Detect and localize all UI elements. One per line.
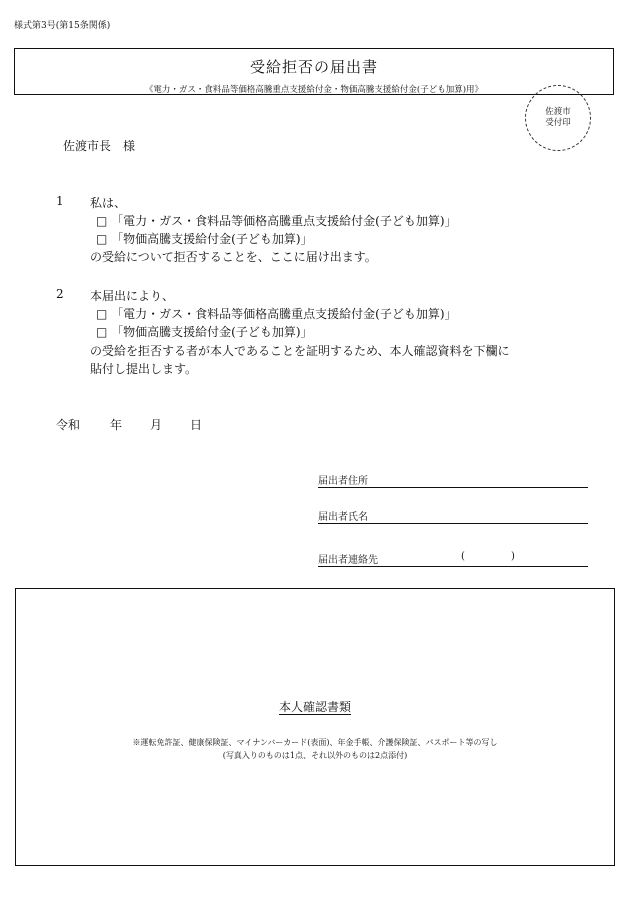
section1-statement: の受給について拒否することを、ここに届け出ます。 — [90, 250, 377, 264]
addressee: 佐渡市長 様 — [63, 139, 136, 153]
section2-option-electricity[interactable]: □ 「電力・ガス・食料品等価格高騰重点支援給付金(子ども加算)」 — [96, 307, 457, 321]
section1-option-price-support[interactable]: □ 「物価高騰支援給付金(子ども加算)」 — [96, 232, 313, 246]
applicant-name-field[interactable] — [318, 508, 588, 524]
id-document-attachment-area[interactable] — [15, 588, 615, 866]
contact-paren-close: ) — [511, 551, 515, 562]
page-subtitle: 《電力・ガス・食料品等価格高騰重点支援給付金・物価高騰支援給付金(子ども加算)用》 — [144, 85, 484, 95]
date-year: 年 — [110, 418, 123, 432]
stamp-line-1: 佐渡市 — [545, 106, 571, 117]
applicant-address-field[interactable] — [318, 472, 588, 488]
id-docs-note-1: ※運転免許証、健康保険証、マイナンバーカード(表面)、年金手帳、介護保険証、パスポート等の写し — [132, 738, 498, 747]
page-title: 受給拒否の届出書 — [249, 58, 378, 76]
applicant-name-label: 届出者氏名 — [318, 512, 368, 523]
stamp-line-2: 受付印 — [545, 118, 571, 128]
form-number: 様式第3号(第15条関係) — [14, 21, 111, 31]
contact-paren-open: ( — [461, 551, 465, 562]
applicant-address-label: 届出者住所 — [318, 476, 368, 487]
section1-option-electricity[interactable]: □ 「電力・ガス・食料品等価格高騰重点支援給付金(子ども加算)」 — [96, 214, 457, 228]
section2-number: 2 — [56, 287, 64, 301]
section2-statement-line1: の受給を拒否する者が本人であることを証明するため、本人確認資料を下欄に — [90, 344, 510, 358]
title-box — [14, 48, 614, 95]
section2-option-price-support[interactable]: □ 「物価高騰支援給付金(子ども加算)」 — [96, 325, 313, 339]
id-docs-note-2: (写真入りのものは1点、それ以外のものは2点添付) — [222, 751, 408, 760]
reception-stamp-area — [525, 85, 591, 151]
section1-number: 1 — [56, 194, 64, 208]
section2-intro: 本届出により、 — [90, 289, 175, 303]
date-era: 令和 — [56, 418, 81, 432]
section2-statement-line2: 貼付し提出します。 — [90, 362, 198, 376]
applicant-contact-field[interactable] — [318, 551, 588, 567]
section1-intro: 私は、 — [90, 196, 127, 210]
id-docs-title: 本人確認書類 — [278, 700, 351, 714]
applicant-contact-label: 届出者連絡先 — [318, 555, 378, 566]
date-month: 月 — [150, 418, 163, 432]
date-day: 日 — [190, 418, 203, 432]
